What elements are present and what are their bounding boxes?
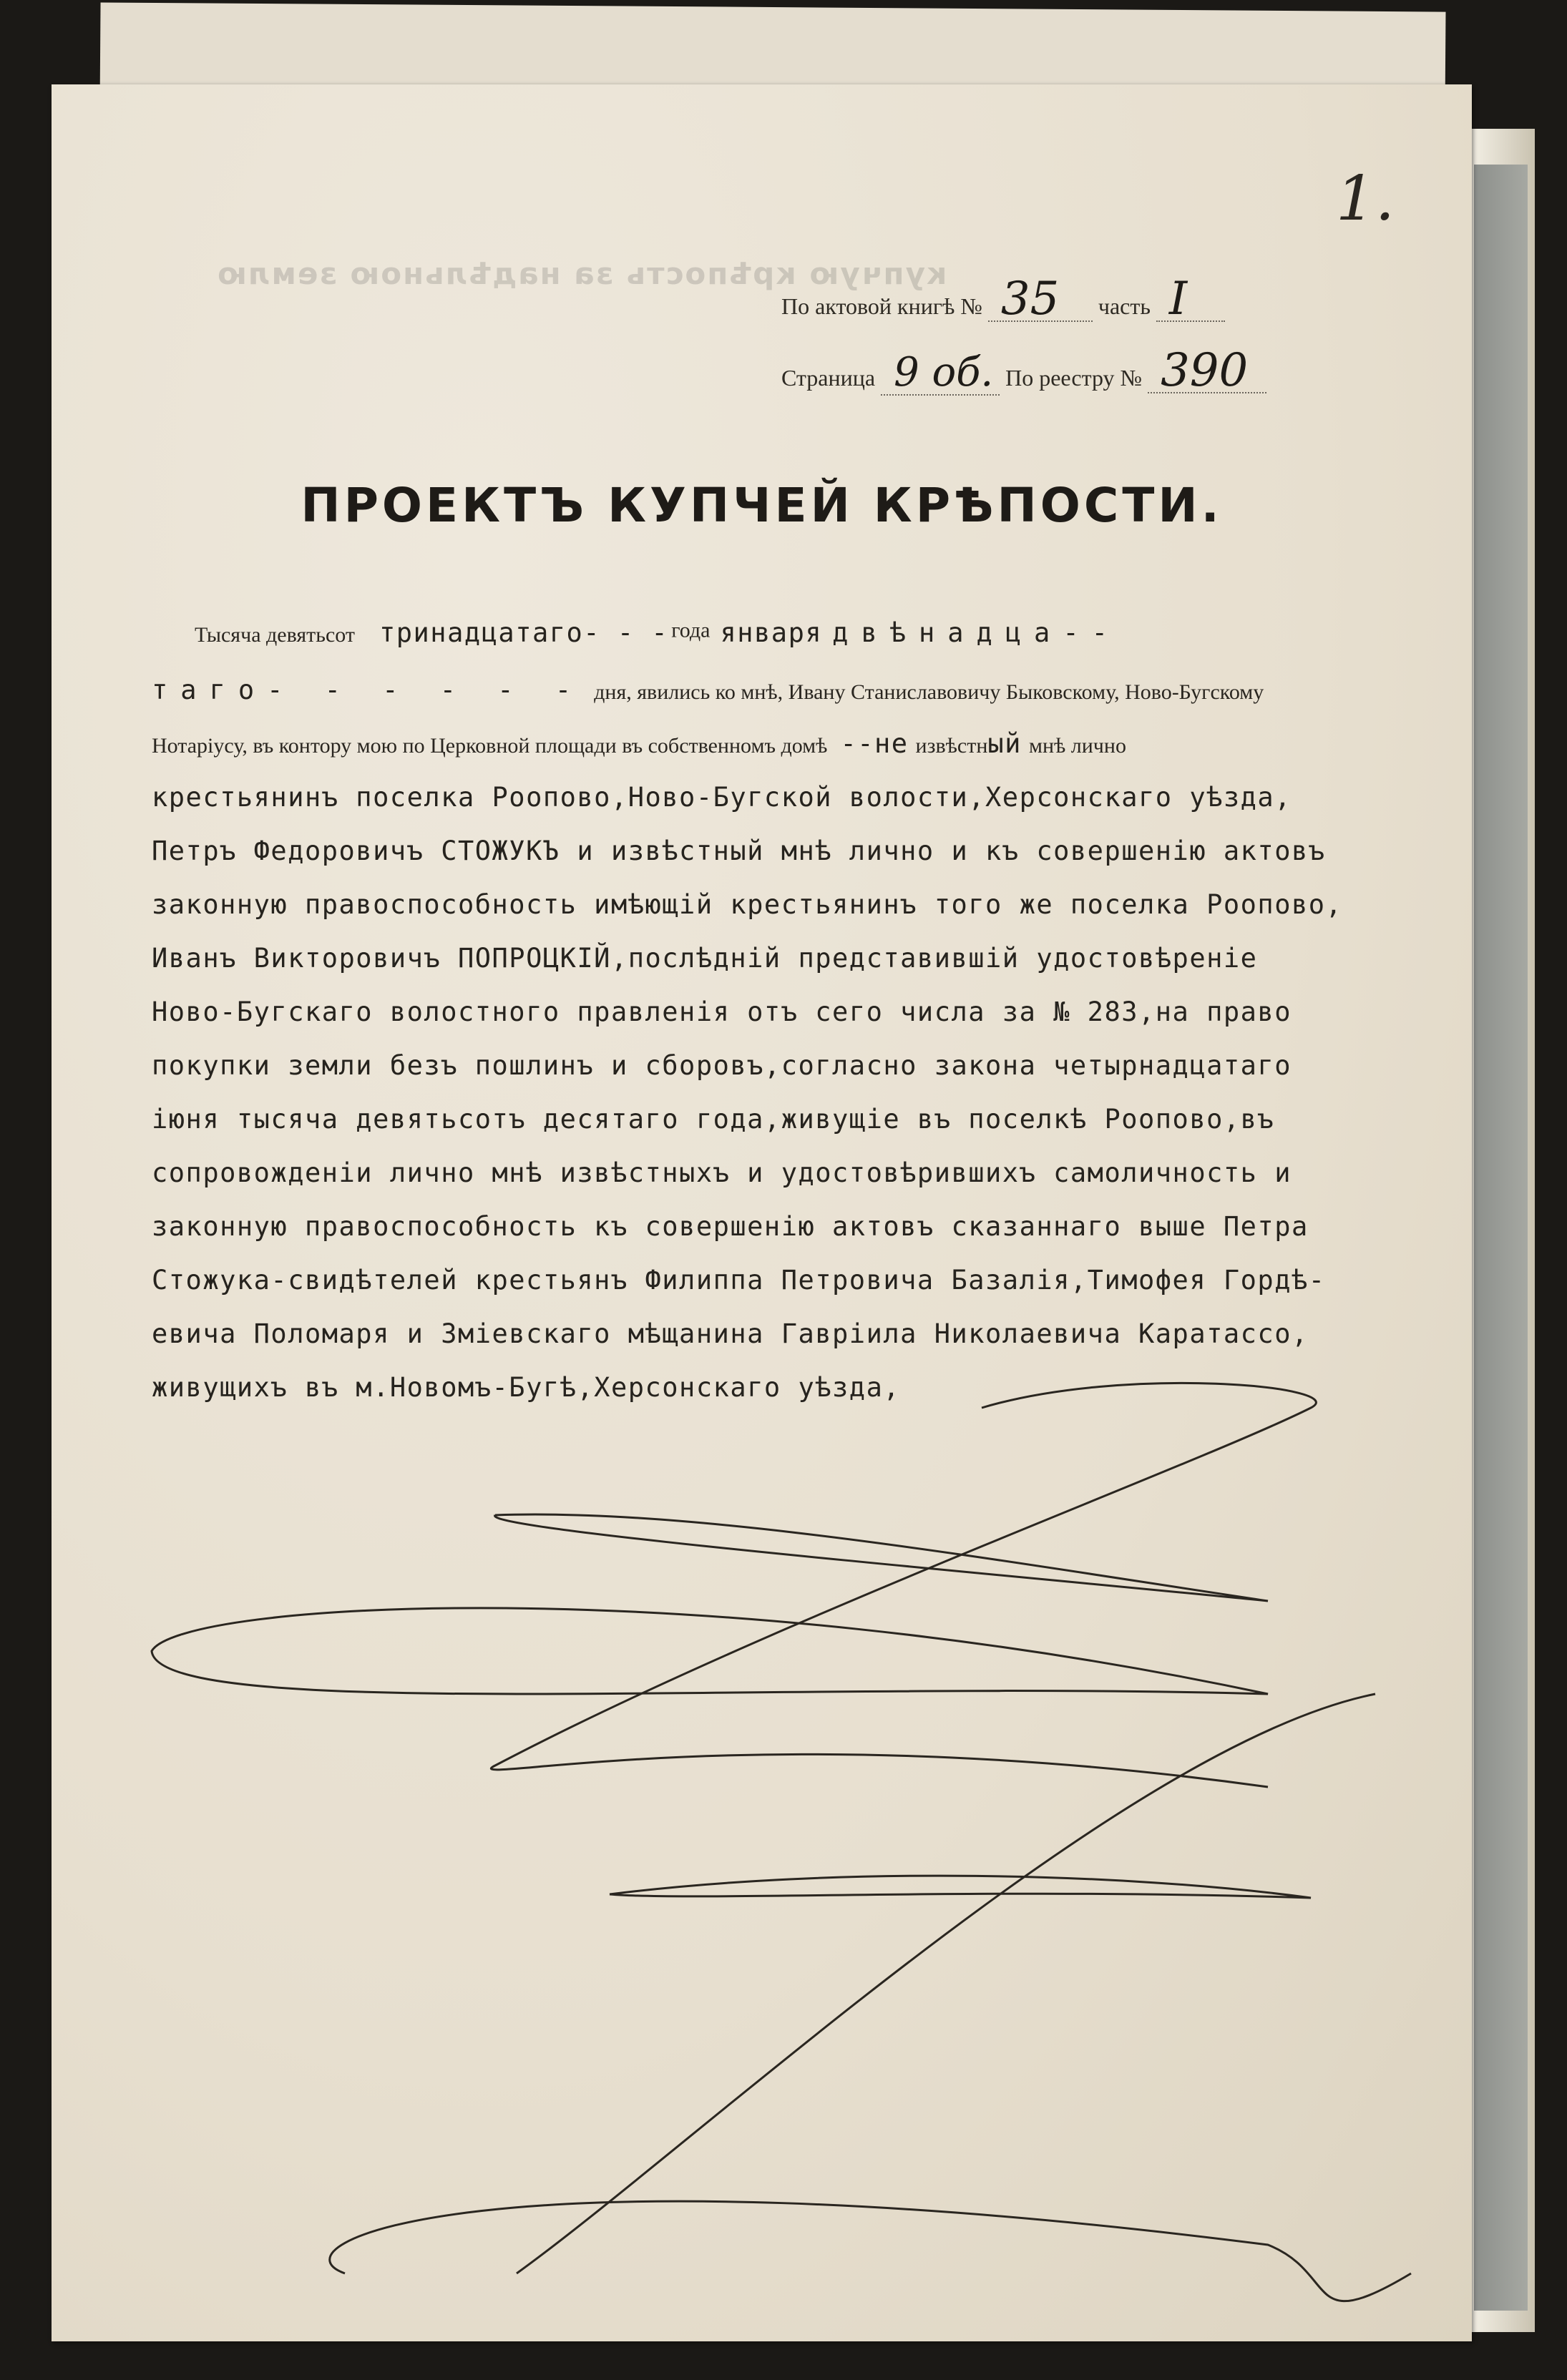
bleed-through-text: купчую крѣпость за надѣльною землю — [216, 256, 947, 291]
text-line-12: законную правоспособность къ совершенію актовъ сказаннаго выше Петра — [152, 1211, 1309, 1242]
text-line-10: іюня тысяча девятьсотъ десятаго года,живущіе въ поселкѣ Роопово,въ — [152, 1104, 1275, 1135]
flourish-stroke-bottom — [330, 2201, 1411, 2301]
flourish-stroke-lower-loop — [610, 1876, 1311, 1898]
printed-text: извѣстн — [915, 734, 988, 758]
text-line-7: Иванъ Викторовичъ ПОПРОЦКІЙ,послѣдній представившій удостовѣреніе — [152, 943, 1258, 974]
book-value: 35 — [988, 278, 1093, 322]
flourish-stroke-descender — [517, 1694, 1375, 2273]
typed-text: --не — [840, 728, 909, 759]
text-line-4: крестьянинъ поселка Роопово,Ново-Бугской волости,Херсонскаго уѣзда, — [152, 782, 1292, 813]
text-line-8: Ново-Бугскаго волостного правленія отъ сего числа за № 283,на право — [152, 996, 1292, 1027]
page-label: Страница — [781, 365, 876, 391]
cancellation-flourish — [52, 84, 1472, 2341]
text-line-15: живущихъ въ м.Новомъ-Бугѣ,Херсонскаго уѣзда, — [152, 1372, 901, 1403]
typed-text: таго- - - - - - — [152, 675, 585, 705]
printed-text: Нотаріусу, въ контору мою по Церковной площади въ собственномъ домѣ — [152, 734, 828, 758]
text-line-6: законную правоспособность имѣющій крестьянинъ того же поселка Роопово, — [152, 889, 1343, 920]
text-line-13: Стожука-свидѣтелей крестьянъ Филиппа Петровича Базалія,Тимофея Гордѣ- — [152, 1265, 1326, 1296]
document-title: ПРОЕКТЪ КУПЧЕЙ КРѢПОСТИ. — [301, 478, 1223, 533]
flourish-stroke-middle-loop — [152, 1608, 1268, 1694]
text-line-14: евича Поломаря и Зміевскаго мѣщанина Гавріила Николаевича Каратассо, — [152, 1318, 1309, 1349]
text-line-5: Петръ Федоровичъ СТОЖУКЪ и извѣстный мнѣ лично и къ совершенію актовъ — [152, 836, 1326, 866]
typed-text: января — [720, 617, 823, 648]
part-value: I — [1156, 278, 1225, 322]
typed-text: двѣнадца-- — [832, 617, 1121, 648]
text-line-11: сопровожденіи лично мнѣ извѣстныхъ и удостовѣрившихъ самоличность и — [152, 1157, 1292, 1188]
book-label: По актовой книгѣ № — [781, 293, 982, 319]
printed-text: дня, явились ко мнѣ, Ивану Станиславовичу Быковскому, Ново-Бугскому — [594, 680, 1264, 704]
underlying-grey-sheet — [1474, 165, 1528, 2311]
register-value: 390 — [1148, 349, 1266, 393]
page-value: 9 об. — [881, 351, 1000, 396]
typed-text: ый — [987, 728, 1022, 759]
typed-text: тринадцатаго- - - — [379, 617, 669, 648]
printed-text: Тысяча девятьсот — [195, 623, 355, 647]
part-label: часть — [1098, 293, 1151, 319]
page-number: 1. — [1336, 163, 1395, 235]
text-line-9: покупки земли безъ пошлинъ и сборовъ,согласно закона четырнадцатаго — [152, 1050, 1292, 1081]
printed-text: года — [671, 618, 711, 642]
register-label: По реестру № — [1005, 365, 1143, 391]
printed-text: мнѣ лично — [1028, 734, 1126, 758]
document-page — [52, 84, 1472, 2341]
flourish-stroke-top — [491, 1383, 1316, 1787]
